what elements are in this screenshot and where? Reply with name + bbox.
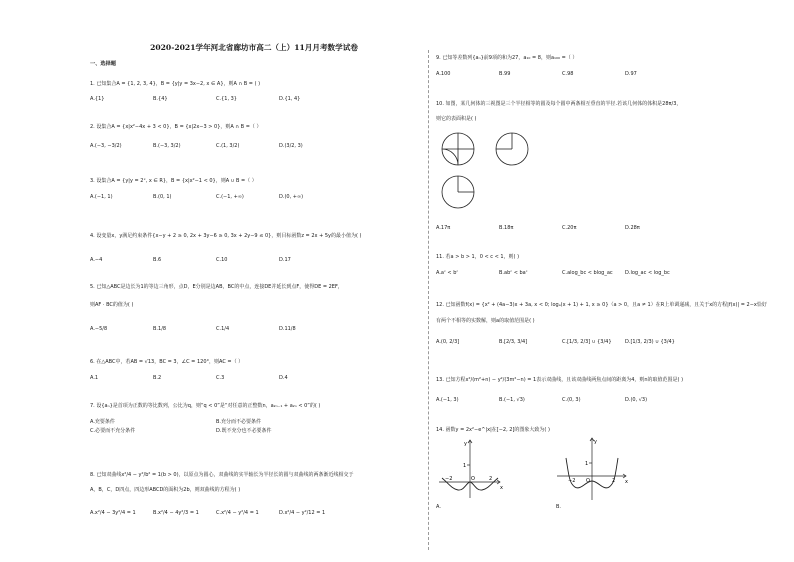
question-8-options [90,510,410,518]
option-a[interactable]: A.17π [436,225,451,231]
graph-a-tick-2: 2 [489,476,493,482]
graph-a-x-label: x [500,485,503,491]
option-a[interactable]: A.(−1, 1) [90,194,113,200]
option-d[interactable]: D.[1/3, 2/3) ∪ {3/4} [625,339,675,345]
graph-a-origin: O [471,476,475,482]
graph-b-tick-1: 1 [585,461,589,467]
question-4-stem: 4. 设变量x，y满足约束条件{x−y + 2 ≥ 0, 2x + 3y−6 ≥ 0, 3x + 2y−9 ≤ 0}，则目标函数z = 2x + 5y的最小值为( ) [90,233,362,239]
option-a[interactable]: A.−5/8 [90,326,108,332]
question-4-options [90,257,410,265]
question-14-stem: 14. 函数y = 2x²−e^|x|在[−2, 2]的图象大致为( ) [436,427,550,433]
option-c[interactable]: C.20π [562,225,577,231]
option-c[interactable]: C.[1/3, 2/3] ∪ {3/4} [562,339,612,345]
option-c[interactable]: C.必要而不充分条件 [90,428,136,434]
question-7-stem: 7. 设{aₙ}是首项为正数的等比数列，公比为q，则“q < 0”是“对任意的正整数n，a₂ₙ₋₁ + a₂ₙ < 0”的( ) [90,403,321,409]
question-11-stem: 11. 若a > b > 1，0 < c < 1，则( ) [436,254,520,260]
option-d[interactable]: D.{1, 4} [279,96,301,102]
option-b[interactable]: B.2 [153,375,162,381]
option-a[interactable]: A.aᶜ < bᶜ [436,270,459,276]
section-heading: 一、选择题 [90,61,116,67]
option-c[interactable]: C.alog_bc < blog_ac [562,270,613,276]
graph-b-tick-neg2: −2 [568,478,576,484]
page-title: 2020-2021学年河北省廊坊市高二（上）11月月考数学试卷 [150,43,358,52]
option-b[interactable]: B.x²/4 − 4y²/3 = 1 [153,510,199,516]
graph-b-origin: O [586,478,590,484]
graph-b-x-label: x [625,479,628,485]
option-d[interactable]: D.28π [625,225,640,231]
option-d[interactable]: D.4 [279,375,288,381]
question-12-stem-cont: 有两个不相等的实数解，则a的取值范围是( ) [436,318,535,324]
option-c[interactable]: C.98 [562,71,574,77]
question-11-options [436,270,726,278]
option-a[interactable]: A.(−3, −3/2) [90,143,122,149]
question-2-options [90,143,410,151]
option-b[interactable]: B.99 [499,71,511,77]
option-a[interactable]: A.−4 [90,257,103,263]
option-c[interactable]: C.{1, 3} [216,96,237,102]
option-c[interactable]: C.10 [216,257,228,263]
question-13-options [436,397,726,405]
option-b[interactable]: B.充分而不必要条件 [216,419,262,425]
option-a[interactable]: A.x²/4 − 3y²/4 = 1 [90,510,136,516]
option-d[interactable]: D.x²/4 − y²/12 = 1 [279,510,326,516]
question-6-options [90,375,410,383]
option-a[interactable]: A.{1} [90,96,105,102]
question-12-options [436,339,726,347]
option-b[interactable]: B.6 [153,257,162,263]
option-c[interactable]: C.(−1, +∞) [216,194,244,200]
left-column [86,0,422,562]
option-a[interactable]: A.充要条件 [90,419,115,425]
option-d[interactable]: D.97 [625,71,637,77]
graph-b-y-label: y [594,439,597,445]
option-b[interactable]: B.[2/3, 3/4] [499,339,528,345]
question-13-stem: 13. 已知方程x²/(m²+n) − y²/(3m²−n) = 1表示双曲线，且该双曲线两焦点间的距离为4，则n的取值范围是( ) [436,377,684,383]
question-10-stem: 10. 如图，某几何体的三视图是三个半径相等的圆及每个圆中两条相互垂直的半径.若该几何体的体积是28π/3， [436,101,682,107]
option-c[interactable]: C.(1, 3/2) [216,143,240,149]
question-5-stem-cont: 则AF · BC的值为( ) [90,302,134,308]
option-b[interactable]: B.(0, 1) [153,194,172,200]
option-b[interactable]: B.1/8 [153,326,167,332]
option-c[interactable]: C.(0, 3) [562,397,581,403]
question-10-stem-cont: 则它的表面积是( ) [436,116,477,122]
right-column [434,0,767,562]
question-3-options [90,194,410,202]
option-b[interactable]: B. [556,504,562,510]
question-5-stem: 5. 已知△ABC是边长为1的等边三角形，点D，E分别是边AB，BC的中点，连接DE并延长到点F，使得DE = 2EF， [90,284,343,290]
option-a[interactable]: A.(0, 2/3] [436,339,460,345]
graph-a [436,436,506,502]
graph-b-tick-2: 2 [612,478,616,484]
option-b[interactable]: B.{4} [153,96,168,102]
option-d[interactable]: D.11/8 [279,326,296,332]
option-d[interactable]: D.(0, √3) [625,397,648,403]
option-d[interactable]: D.17 [279,257,291,263]
graph-a-tick-1: 1 [463,463,467,469]
question-8-stem-cont: A，B，C，D四点，四边形ABCD的面积为2b，则双曲线的方程为( ) [90,487,241,493]
option-d[interactable]: D.(0, +∞) [279,194,304,200]
option-a[interactable]: A.(−1, 3) [436,397,459,403]
question-2-stem: 2. 设集合A = {x|x²−4x + 3 < 0}，B = {x|2x−3 > 0}，则A ∩ B =（ ） [90,124,262,130]
graph-b [554,436,630,502]
question-14-options [436,504,726,512]
question-1-stem: 1. 已知集合A = {1, 2, 3, 4}，B = {y|y = 3x−2, x ∈ A}，则A ∩ B = ( ) [90,81,261,87]
option-b[interactable]: B.abᶜ < baᶜ [499,270,528,276]
option-b[interactable]: B.(−3, 3/2) [153,143,181,149]
option-c[interactable]: C.1/4 [216,326,230,332]
option-a[interactable]: A.100 [436,71,451,77]
question-8-stem: 8. 已知双曲线x²/4 − y²/b² = 1(b > 0)，以原点为圆心，双曲线的实半轴长为半径长的圆与双曲线的两条渐近线相交于 [90,472,354,478]
question-3-stem: 3. 设集合A = {y|y = 2ˣ, x ∈ R}，B = {x|x²−1 < 0}，则A ∪ B =（ ） [90,178,257,184]
three-view-figure [440,128,536,214]
option-b[interactable]: B.(−1, √3) [499,397,525,403]
option-d[interactable]: D.既不充分也不必要条件 [216,428,272,434]
option-d[interactable]: D.(3/2, 3) [279,143,303,149]
graph-a-tick-neg2: −2 [445,476,453,482]
question-12-stem: 12. 已知函数f(x) = {x² + (4a−3)x + 3a, x < 0; logₐ(x + 1) + 1, x ≥ 0}（a > 0，且a ≠ 1）在R上单调递减，且关于x的方程|f(x)| = 2−x恰好 [436,302,767,308]
question-5-options [90,326,410,334]
option-c[interactable]: C.x²/4 − y²/4 = 1 [216,510,259,516]
question-1-options [90,96,410,104]
option-d[interactable]: D.log_ac < log_bc [625,270,670,276]
question-10-options [436,225,726,233]
column-divider [428,50,429,550]
question-9-stem: 9. 已知等差数列{aₙ}前9项的和为27，a₁₀ = 8，则a₁₀₀ =（ ） [436,55,578,61]
question-6-stem: 6. 在△ABC中，若AB = √13，BC = 3，∠C = 120°，则AC =（ ） [90,359,244,365]
graph-a-y-label: y [464,441,467,447]
option-c[interactable]: C.3 [216,375,225,381]
question-9-options [436,71,726,79]
option-a[interactable]: A.1 [90,375,99,381]
option-b[interactable]: B.18π [499,225,514,231]
option-a[interactable]: A. [436,504,441,510]
